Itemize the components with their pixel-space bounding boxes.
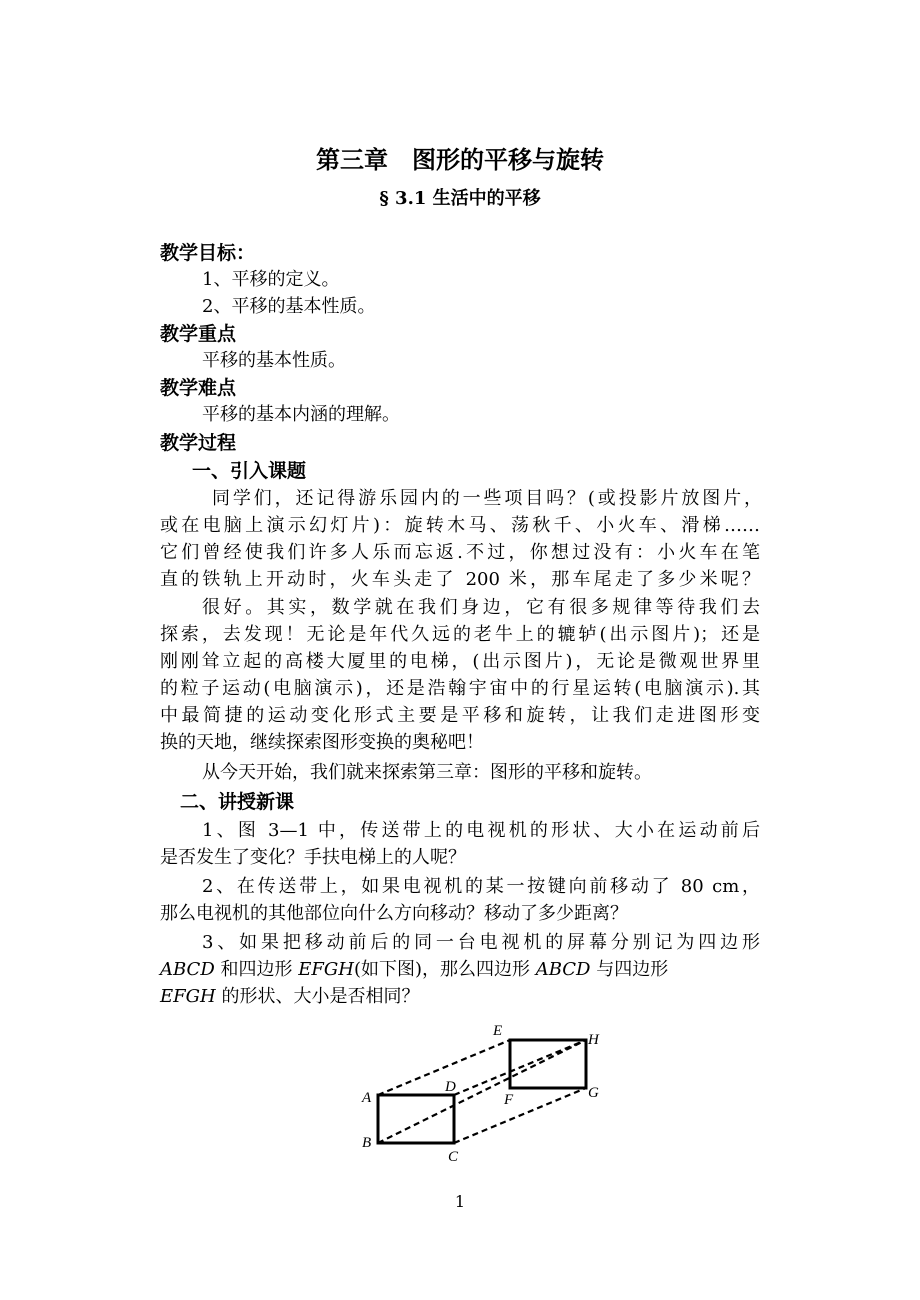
objectives-heading: 教学目标： bbox=[160, 242, 256, 264]
paragraph-line: 的粒子运动(电脑演示)，还是浩翰宇宙中的行星运转(电脑演示).其 bbox=[160, 678, 760, 699]
objective-item: 2、平移的基本性质。 bbox=[202, 296, 376, 317]
objective-item: 1、平移的定义。 bbox=[202, 269, 340, 290]
chapter-title: 第三章 图形的平移与旋转 bbox=[316, 146, 604, 174]
paragraph-line: 换的天地，继续探索图形变换的奥秘吧！ bbox=[160, 732, 484, 753]
translation-figure bbox=[350, 1015, 610, 1165]
label-f: F bbox=[504, 1092, 514, 1108]
text-run: 的形状、大小是否相同？ bbox=[215, 986, 420, 1007]
dashed-line-bh bbox=[378, 1040, 586, 1143]
paragraph-line: 直的铁轨上开动时，火车头走了 200 米，那车尾走了多少米呢？ bbox=[160, 569, 760, 590]
label-a: A bbox=[362, 1090, 372, 1106]
key-point-text: 平移的基本性质。 bbox=[202, 350, 346, 371]
difficulty-text: 平移的基本内涵的理解。 bbox=[202, 404, 400, 425]
label-c: C bbox=[448, 1149, 459, 1165]
question-line bbox=[160, 957, 760, 983]
paragraph-line: 刚刚耸立起的高楼大厦里的电梯，(出示图片)，无论是微观世界里 bbox=[160, 651, 760, 672]
page-number: 1 bbox=[454, 1192, 466, 1211]
difficulty-heading: 教学难点 bbox=[160, 377, 237, 399]
rectangle-abcd bbox=[378, 1095, 454, 1143]
paragraph-line: 或在电脑上演示幻灯片)：旋转木马、荡秋千、小火车、滑梯…… bbox=[160, 515, 760, 536]
question-line: 是否发生了变化？手扶电梯上的人呢？ bbox=[160, 847, 466, 868]
part1-heading: 一、引入课题 bbox=[192, 460, 307, 482]
quad-name: EFGH bbox=[298, 959, 354, 980]
quad-name: ABCD bbox=[160, 959, 215, 980]
text-run: (如下图)，那么四边形 bbox=[353, 959, 536, 980]
question-line bbox=[160, 984, 419, 1010]
quad-name: ABCD bbox=[535, 959, 591, 980]
label-h: H bbox=[588, 1032, 599, 1048]
label-d: D bbox=[445, 1079, 456, 1095]
paragraph-line: 它们曾经使我们许多人乐而忘返.不过，你想过没有：小火车在笔 bbox=[160, 542, 760, 563]
paragraph-line: 很好。其实，数学就在我们身边，它有很多规律等待我们去 bbox=[202, 597, 760, 618]
text-run: 与四边形 bbox=[590, 959, 669, 980]
paragraph-line: 探索，去发现！无论是年代久远的老牛上的辘轳(出示图片)；还是 bbox=[160, 624, 760, 645]
dashed-line-cg bbox=[454, 1088, 586, 1143]
label-g: G bbox=[588, 1085, 599, 1101]
section-title: § 3.1 生活中的平移 bbox=[379, 188, 541, 209]
question-line: 2、在传送带上，如果电视机的某一按键向前移动了 80 cm， bbox=[202, 876, 760, 897]
paragraph-line: 同学们，还记得游乐园内的一些项目吗？(或投影片放图片， bbox=[212, 488, 762, 509]
paragraph-line: 中最简捷的运动变化形式主要是平移和旋转，让我们走进图形变 bbox=[160, 705, 760, 726]
label-e: E bbox=[493, 1023, 503, 1039]
question-line: 1、图 3—1 中，传送带上的电视机的形状、大小在运动前后 bbox=[202, 820, 760, 841]
process-heading: 教学过程 bbox=[160, 432, 237, 454]
quad-name: EFGH bbox=[160, 986, 216, 1007]
question-line: 那么电视机的其他部位向什么方向移动？移动了多少距离？ bbox=[160, 903, 628, 924]
question-line: 3、如果把移动前后的同一台电视机的屏幕分别记为四边形 bbox=[202, 932, 760, 953]
label-b: B bbox=[362, 1135, 372, 1151]
part2-heading: 二、讲授新课 bbox=[180, 791, 295, 813]
rectangle-efgh bbox=[510, 1040, 586, 1088]
text-run: 和四边形 bbox=[214, 959, 299, 980]
paragraph-line: 从今天开始，我们就来探索第三章：图形的平移和旋转。 bbox=[202, 762, 652, 783]
key-point-heading: 教学重点 bbox=[160, 323, 237, 345]
